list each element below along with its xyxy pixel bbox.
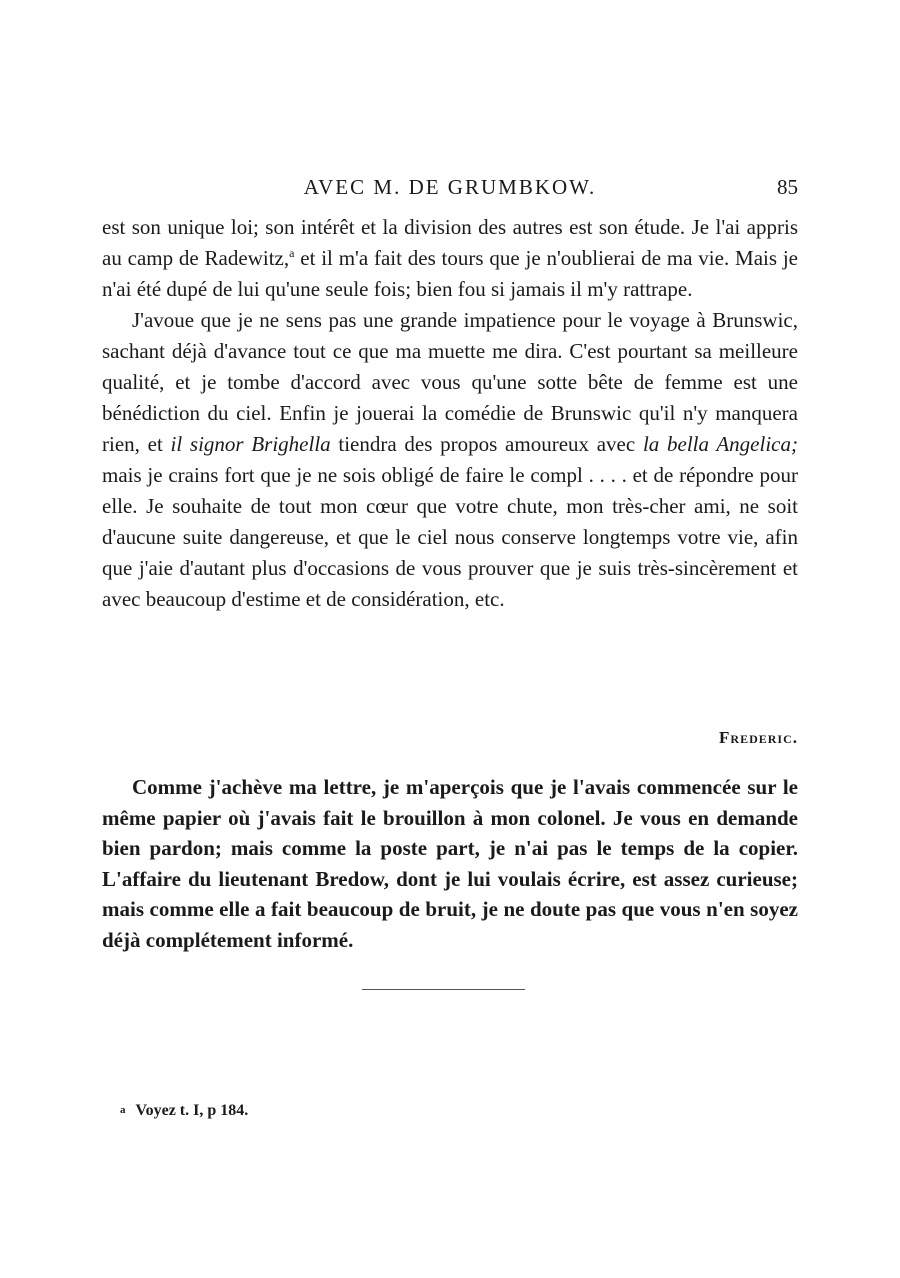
paragraph-text: mais je crains fort que je ne sois obligé de faire le compl . . . . et de répondre pour elle. Je souhaite de tout mon cœur que votre chute, mon très-cher ami, ne soit d'aucune suite dangereuse, et que le ciel nous conserve longtemps votre vie, afin que j'aie d'autant plus d'occasions de vous prouver que je suis très-sincèrement et avec beaucoup d'estime et de considération, etc. [102,463,798,611]
signature: Frederic. [719,728,798,747]
footnote [120,1102,248,1120]
page-number: 85 [777,175,798,199]
footnote-reference: a [289,246,295,260]
italic-phrase: il signor Brighella [170,432,331,456]
paragraph-text: et il m'a fait des tours que je n'oublierai de ma vie. Mais je n'ai été dupé de lui qu'une seule fois; bien fou si jamais il m'y rattrape. [102,246,798,301]
letter-body [102,212,798,615]
footnote-text: Voyez t. I, p 184. [135,1102,249,1119]
letter-paragraph-1 [102,212,798,305]
running-head [102,170,798,204]
postscript-paragraph: Comme j'achève ma lettre, je m'aperçois que je l'avais commencée sur le même papier où j'avais fait le brouillon à mon colonel. Je vous en demande bien pardon; mais comme la poste part, je n'ai pas le temps de la copier. L'affaire du lieutenant Bredow, dont je lui voulais écrire, est assez curieuse; mais comme elle a fait beaucoup de bruit, je ne doute pas que vous n'en soyez déjà complétement informé. [102,775,798,952]
footnote-mark: a [120,1104,126,1116]
paragraph-text: est son unique loi; son intérêt et la division des autres est son étude. Je l'ai appris au camp de Radewitz, [102,215,798,270]
postscript [102,772,798,955]
paragraph-text: J'avoue que je ne sens pas une grande impatience pour le voyage à Brunswic, sachant déjà d'avance tout ce que ma muette me dira. C'est pourtant sa meilleure qualité, et je tombe d'accord avec vous qu'une sotte bête de femme est une bénédiction du ciel. Enfin je jouerai la comédie de Brunswic qu'il n'y manquera rien, et [102,308,798,456]
section-rule [362,989,525,990]
paragraph-text: tiendra des propos amoureux avec [330,432,643,456]
letter-paragraph-2 [102,305,798,615]
italic-phrase: la bella Angelica; [642,432,798,456]
running-title: AVEC M. DE GRUMBKOW. [303,175,597,199]
